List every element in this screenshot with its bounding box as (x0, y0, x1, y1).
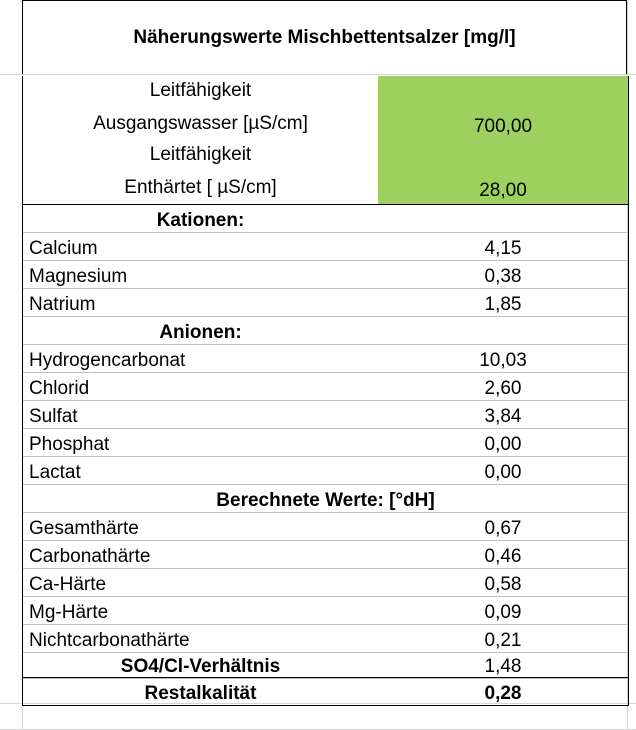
row-value: 10,03 (479, 350, 527, 371)
conductivity-in-label (23, 76, 378, 140)
table-row[interactable] (22, 568, 629, 597)
cations-header: Kationen: (156, 210, 245, 231)
table-row[interactable] (22, 624, 629, 653)
row-label: Magnesium (29, 266, 128, 287)
table-title-text: Näherungswerte Mischbettentsalzer [mg/l] (133, 26, 516, 48)
conductivity-in-row[interactable] (22, 76, 629, 140)
conductivity-in-value-cell[interactable] (378, 76, 628, 140)
row-value: 0,67 (484, 518, 522, 539)
conductivity-out-label-line1: Leitfähigkeit (149, 144, 252, 165)
conductivity-out-label (23, 140, 378, 204)
row-value: 0,00 (484, 434, 522, 455)
ratio-value: 1,48 (484, 656, 522, 677)
row-value: 0,38 (484, 266, 522, 287)
row-label: Lactat (29, 462, 81, 483)
conductivity-out-label-line2: Enthärtet [ µS/cm] (124, 177, 277, 198)
empty-cell[interactable] (378, 316, 628, 344)
row-value: 0,58 (484, 574, 522, 595)
table-row[interactable] (22, 512, 629, 541)
table-row[interactable] (22, 260, 629, 289)
row-label: Calcium (29, 238, 98, 259)
table-row[interactable] (22, 596, 629, 625)
conductivity-in-value: 700,00 (473, 116, 533, 137)
residual-value: 0,28 (484, 683, 522, 704)
row-value: 2,60 (484, 378, 522, 399)
calculated-header-row[interactable] (22, 484, 629, 513)
table-row[interactable] (22, 540, 629, 569)
table-row[interactable] (22, 428, 629, 457)
row-value: 0,46 (484, 546, 522, 567)
residual-label: Restalkalität (144, 683, 257, 704)
row-label: Gesamthärte (29, 518, 139, 539)
row-label: Nichtcarbonathärte (29, 630, 190, 651)
row-label: Hydrogencarbonat (29, 350, 186, 371)
ratio-row[interactable] (22, 652, 629, 679)
table-row[interactable] (22, 344, 629, 373)
table-row[interactable] (22, 288, 629, 317)
residual-row[interactable] (22, 677, 629, 706)
table-row[interactable] (22, 400, 629, 429)
empty-cell[interactable] (378, 204, 628, 232)
row-value: 4,15 (484, 238, 522, 259)
grid-row-line (0, 74, 636, 75)
row-label: Mg-Härte (29, 602, 109, 623)
conductivity-out-value-cell[interactable] (378, 140, 628, 204)
conductivity-in-label-line1: Leitfähigkeit (149, 80, 252, 101)
table-title[interactable] (22, 0, 627, 74)
row-value: 0,21 (484, 630, 522, 651)
row-value: 0,00 (484, 462, 522, 483)
ratio-label: SO4/Cl-Verhältnis (120, 656, 281, 677)
table-row[interactable] (22, 372, 629, 401)
row-label: Sulfat (29, 406, 78, 427)
row-label: Carbonathärte (29, 546, 151, 567)
cations-header-row[interactable] (22, 204, 629, 233)
calculated-header: Berechnete Werte: [°dH] (216, 490, 435, 511)
row-value: 1,85 (484, 294, 522, 315)
row-label: Chlorid (29, 378, 90, 399)
table-row[interactable] (22, 232, 629, 261)
row-label: Ca-Härte (29, 574, 107, 595)
row-label: Phosphat (29, 434, 110, 455)
row-label: Natrium (29, 294, 96, 315)
anions-header-row[interactable] (22, 316, 629, 345)
conductivity-out-row[interactable] (22, 140, 629, 205)
table-row[interactable] (22, 456, 629, 485)
row-value: 0,09 (484, 602, 522, 623)
conductivity-in-label-line2: Ausgangswasser [µS/cm] (93, 113, 308, 134)
row-value: 3,84 (484, 406, 522, 427)
conductivity-out-value: 28,00 (479, 180, 527, 201)
anions-header: Anionen: (159, 322, 242, 343)
